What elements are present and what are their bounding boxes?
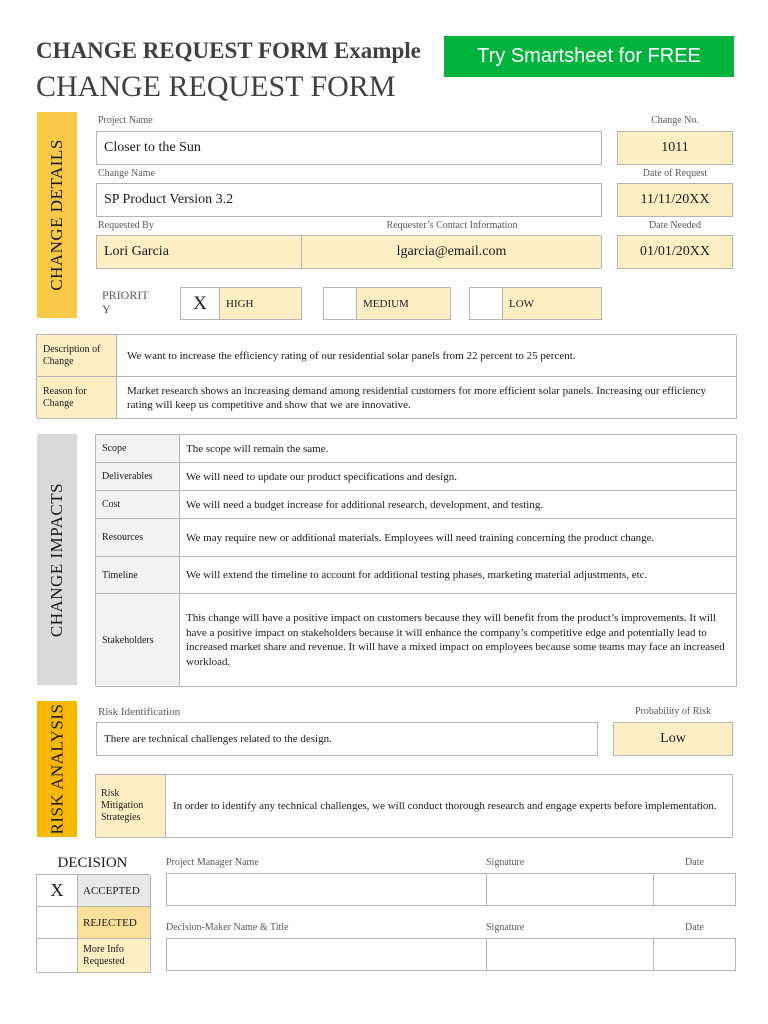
description-of-change-label: Description of Change (37, 335, 117, 377)
reason-for-change-label: Reason for Change (37, 377, 117, 419)
change-impacts-section-label: CHANGE IMPACTS (37, 434, 77, 685)
impact-row-scope-text[interactable]: The scope will remain the same. (180, 435, 737, 463)
priority-low-label: LOW (509, 297, 535, 310)
accepted-label: ACCEPTED (83, 884, 140, 897)
risk-identification-value: There are technical challenges related to the design. (104, 733, 332, 745)
description-table (36, 334, 736, 418)
change-name-field[interactable] (96, 183, 602, 217)
more-info-checkbox[interactable] (37, 939, 78, 973)
dm-name-label: Decision-Maker Name & Title (166, 922, 289, 933)
reason-for-change-text[interactable]: Market research shows an increasing demand among residential customers for more efficient solar panels. Increasing our efficiency rating will keep us competitive and show that we are innovative. (117, 377, 737, 419)
date-of-request-value: 11/11/20XX (640, 192, 710, 207)
more-info-label: More Info Requested (83, 943, 125, 967)
pm-date-label: Date (685, 857, 704, 868)
risk-identification-field[interactable] (96, 722, 598, 756)
requested-by-field[interactable] (96, 235, 302, 269)
probability-of-risk-label: Probability of Risk (634, 706, 712, 717)
example-title: CHANGE REQUEST FORM Example (36, 38, 421, 63)
contact-value: lgarcia@email.com (396, 244, 507, 259)
project-name-value: Closer to the Sun (104, 140, 201, 155)
date-needed-field[interactable] (617, 235, 733, 269)
risk-mitigation-text[interactable]: In order to identify any technical challenges, we will conduct thorough research and engage experts before implementation. (173, 799, 717, 812)
try-smartsheet-label: Try Smartsheet for FREE (477, 45, 701, 67)
priority-medium-checkbox[interactable] (323, 287, 357, 320)
risk-analysis-section-label: RISK ANALYSIS (37, 701, 77, 837)
rejected-label: REJECTED (83, 916, 137, 929)
dm-date-label: Date (685, 922, 704, 933)
risk-mitigation-table (95, 774, 733, 838)
project-name-label: Project Name (98, 115, 153, 126)
impact-row-stakeholders-text[interactable]: This change will have a positive impact on customers because they will benefit from the product’s improvements. It will have a positive impact on stakeholders because it will enhance the company’s competitive edge and potentially lead to increased market share and revenue. It will have a mixed impact on employees because some teams may face an increased workload. (180, 594, 737, 687)
priority-high-checkbox[interactable] (180, 287, 220, 320)
contact-label: Requester’s Contact Information (386, 220, 518, 231)
probability-of-risk-value: Low (660, 731, 686, 746)
dm-name-field[interactable] (166, 938, 487, 971)
pm-date-field[interactable] (653, 873, 736, 906)
change-name-label: Change Name (98, 168, 155, 179)
priority-low-checkbox[interactable] (469, 287, 503, 320)
impact-row-scope-label: Scope (96, 435, 180, 463)
date-needed-label: Date Needed (649, 220, 701, 231)
dm-signature-field[interactable] (486, 938, 654, 971)
change-no-value: 1011 (661, 140, 689, 155)
impact-row-deliverables-text[interactable]: We will need to update our product specifications and design. (180, 463, 737, 491)
priority-label: PRIORIT Y (102, 288, 149, 316)
change-no-label: Change No. (651, 115, 699, 126)
requested-by-value: Lori Garcia (104, 244, 169, 259)
form-title: CHANGE REQUEST FORM (36, 70, 396, 103)
impact-row-deliverables-label: Deliverables (96, 463, 180, 491)
impact-row-stakeholders-label: Stakeholders (96, 594, 180, 687)
accepted-checkbox[interactable] (37, 875, 78, 907)
decision-title: DECISION (57, 855, 128, 871)
risk-mitigation-label: Risk Mitigation Strategies (96, 775, 166, 837)
dm-date-field[interactable] (653, 938, 736, 971)
impact-row-resources-text[interactable]: We may require new or additional materials. Employees will need training concerning the product change. (180, 519, 737, 557)
impact-row-cost-label: Cost (96, 491, 180, 519)
pm-name-label: Project Manager Name (166, 857, 259, 868)
priority-medium-label: MEDIUM (363, 297, 409, 310)
change-details-section-label: CHANGE DETAILS (37, 112, 77, 318)
rejected-checkbox[interactable] (37, 907, 78, 939)
date-of-request-label: Date of Request (642, 168, 708, 179)
contact-field[interactable] (301, 235, 602, 269)
priority-medium-option[interactable] (356, 287, 451, 320)
impact-row-timeline-label: Timeline (96, 557, 180, 594)
date-of-request-field[interactable] (617, 183, 733, 217)
priority-low-option[interactable] (502, 287, 602, 320)
impact-row-cost-text[interactable]: We will need a budget increase for additional research, development, and testing. (180, 491, 737, 519)
rejected-option[interactable] (78, 907, 151, 939)
risk-identification-label: Risk Identification (98, 706, 181, 718)
requested-by-label: Requested By (98, 220, 154, 231)
project-name-field[interactable] (96, 131, 602, 165)
dm-signature-label: Signature (486, 922, 525, 933)
more-info-option[interactable] (78, 939, 151, 973)
priority-high-label: HIGH (226, 297, 254, 310)
pm-name-field[interactable] (166, 873, 487, 906)
impact-row-resources-label: Resources (96, 519, 180, 557)
impacts-table (95, 434, 736, 686)
impact-row-timeline-text[interactable]: We will extend the timeline to account for additional testing phases, marketing material adjustments, etc. (180, 557, 737, 594)
priority-high-mark: X (193, 292, 207, 314)
change-no-field[interactable] (617, 131, 733, 165)
pm-signature-field[interactable] (486, 873, 654, 906)
description-of-change-text[interactable]: We want to increase the efficiency rating of our residential solar panels from 22 percent to 25 percent. (117, 335, 737, 377)
change-name-value: SP Product Version 3.2 (104, 192, 234, 207)
accepted-option[interactable] (78, 875, 151, 907)
try-smartsheet-button[interactable] (444, 36, 734, 77)
pm-signature-label: Signature (486, 857, 525, 868)
decision-table (36, 874, 150, 972)
date-needed-value: 01/01/20XX (640, 244, 710, 259)
accepted-mark: X (50, 880, 64, 900)
priority-high-option[interactable] (219, 287, 302, 320)
probability-of-risk-field[interactable] (613, 722, 733, 756)
